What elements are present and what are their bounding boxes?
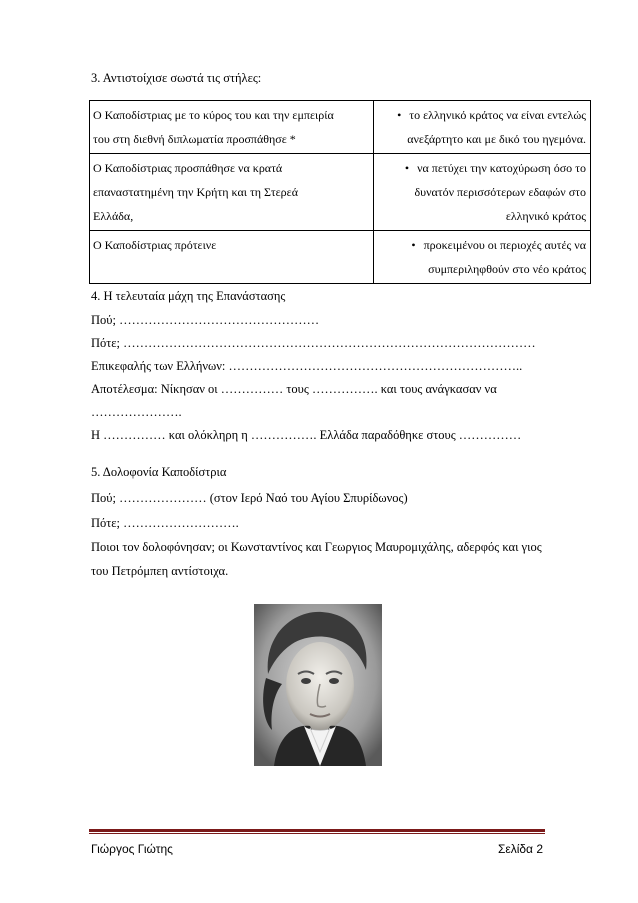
table-row: [90, 154, 591, 231]
table-row: [90, 101, 591, 154]
kapodistrias-portrait: [254, 604, 382, 766]
right-cell: [374, 231, 591, 284]
cell-line: Ο Καποδίστριας πρότεινε: [93, 238, 217, 252]
q4-result-line-2: ………………….: [91, 405, 182, 419]
cell-line: το ελληνικό κράτος να είναι εντελώς: [409, 108, 586, 122]
cell-line: δυνατόν περισσότερων εδαφών στο: [414, 185, 586, 199]
bullet-icon: •: [411, 238, 416, 252]
footer-rule: [89, 829, 545, 832]
question-5-title: 5. Δολοφονία Καποδίστρια: [91, 465, 227, 479]
right-cell: [374, 154, 591, 231]
q4-when: Πότε; ………………………………………………………………………………………: [91, 336, 536, 350]
q4-result-line-3: Η …………… και ολόκληρη η ……………. Ελλάδα παραδόθηκε στους ……………: [91, 428, 522, 442]
cell-line: Ελλάδα,: [93, 209, 134, 223]
question-4-title: 4. Η τελευταία μάχη της Επανάστασης: [91, 289, 286, 303]
q5-when: Πότε; ……………………….: [91, 516, 239, 530]
q4-leader: Επικεφαλής των Ελλήνων: ……………………………………………………………..: [91, 359, 523, 373]
cell-line: επαναστατημένη την Κρήτη και τη Στερεά: [93, 185, 298, 199]
left-cell: [90, 101, 374, 154]
bullet-icon: •: [397, 108, 402, 122]
cell-line: ελληνικό κράτος: [505, 209, 586, 223]
left-cell: [90, 154, 374, 231]
left-cell: [90, 231, 374, 284]
q5-where: Πού; ………………… (στον Ιερό Ναό του Αγίου Σπυρίδωνος): [91, 491, 408, 505]
cell-line: προκειμένου οι περιοχές αυτές να: [423, 238, 586, 252]
q4-where: Πού; …………………………………………: [91, 313, 320, 327]
footer-page-number: Σελίδα 2: [497, 842, 543, 856]
cell-line: να πετύχει την κατοχύρωση όσο το: [417, 161, 586, 175]
cell-line: του στη διεθνή διπλωματία προσπάθησε *: [93, 132, 296, 146]
cell-line: ανεξάρτητο και με δικό του ηγεμόνα.: [407, 132, 586, 146]
matching-table: [89, 100, 591, 284]
q5-killers: Ποιοι τον δολοφόνησαν; οι Κωνσταντίνος και Γεωργιος Μαυρομιχάλης, αδερφός και γιος του Πετρόμπεη αντίστοιχα.: [91, 540, 542, 578]
cell-line: Ο Καποδίστριας με το κύρος του και την εμπειρία: [93, 108, 334, 122]
q4-result-line-1: Αποτέλεσμα: Νίκησαν οι …………… τους ……………. και τους ανάγκασαν να: [91, 382, 497, 396]
cell-line: συμπεριληφθούν στο νέο κράτος: [428, 262, 586, 276]
footer-rule-thin: [89, 833, 545, 834]
question-3-title: 3. Αντιστοίχισε σωστά τις στήλες:: [91, 71, 262, 85]
bullet-icon: •: [404, 161, 410, 175]
right-cell: [374, 101, 591, 154]
table-row: [90, 231, 591, 284]
cell-line: Ο Καποδίστριας προσπάθησε να κρατά: [93, 161, 283, 175]
footer-author: Γιώργος Γιώτης: [91, 842, 173, 856]
